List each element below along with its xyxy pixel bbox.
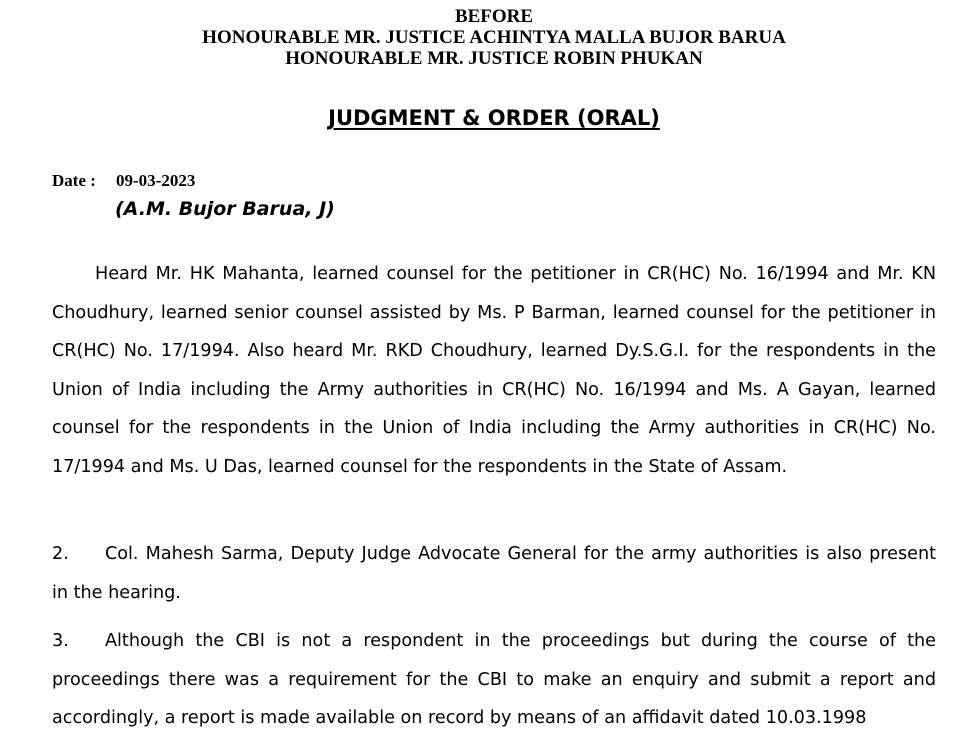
date-line xyxy=(52,170,195,192)
paragraph-2-number: 2. xyxy=(52,544,69,564)
paragraph-2-text: Col. Mahesh Sarma, Deputy Judge Advocate General for the army authorities is also present in the hearing. xyxy=(52,544,936,603)
before-heading: BEFORE xyxy=(454,6,534,27)
paragraph-2 xyxy=(52,535,936,612)
paragraph-3-text: Although the CBI is not a respondent in the proceedings but during the course of the proceedings there was a requirement for the CBI to make an enquiry and submit a report and accordingly, a report is made available on record by means of an affidavit dated 10.03.1998 xyxy=(52,631,936,728)
judgment-title: JUDGMENT & ORDER (ORAL) xyxy=(328,106,660,130)
bench-header xyxy=(0,6,976,69)
author-line: (A.M. Bujor Barua, J) xyxy=(115,198,335,220)
judge-name-2: HONOURABLE MR. JUSTICE ROBIN PHUKAN xyxy=(285,48,703,69)
date-label: Date : xyxy=(52,171,96,190)
judge-name-1: HONOURABLE MR. JUSTICE ACHINTYA MALLA BUJOR BARUA xyxy=(202,27,786,48)
paragraph-1 xyxy=(52,255,936,486)
paragraph-1-text: Heard Mr. HK Mahanta, learned counsel for the petitioner in CR(HC) No. 16/1994 and Mr. KN Choudhury, learned senior counsel assisted by Ms. P Barman, learned counsel for the petitioner in CR(HC) No. 17/1994. Also heard Mr. RKD Choudhury, learned Dy.S.G.I. for the respondents in the Union of India including the Army authorities in CR(HC) No. 16/1994 and Ms. A Gayan, learned counsel for the respondents in the Union of India including the Army authorities in CR(HC) No. 17/1994 and Ms. U Das, learned counsel for the respondents in the State of Assam. xyxy=(52,264,936,477)
paragraph-3-number: 3. xyxy=(52,631,69,651)
date-value: 09-03-2023 xyxy=(116,171,196,190)
paragraph-3 xyxy=(52,622,936,738)
